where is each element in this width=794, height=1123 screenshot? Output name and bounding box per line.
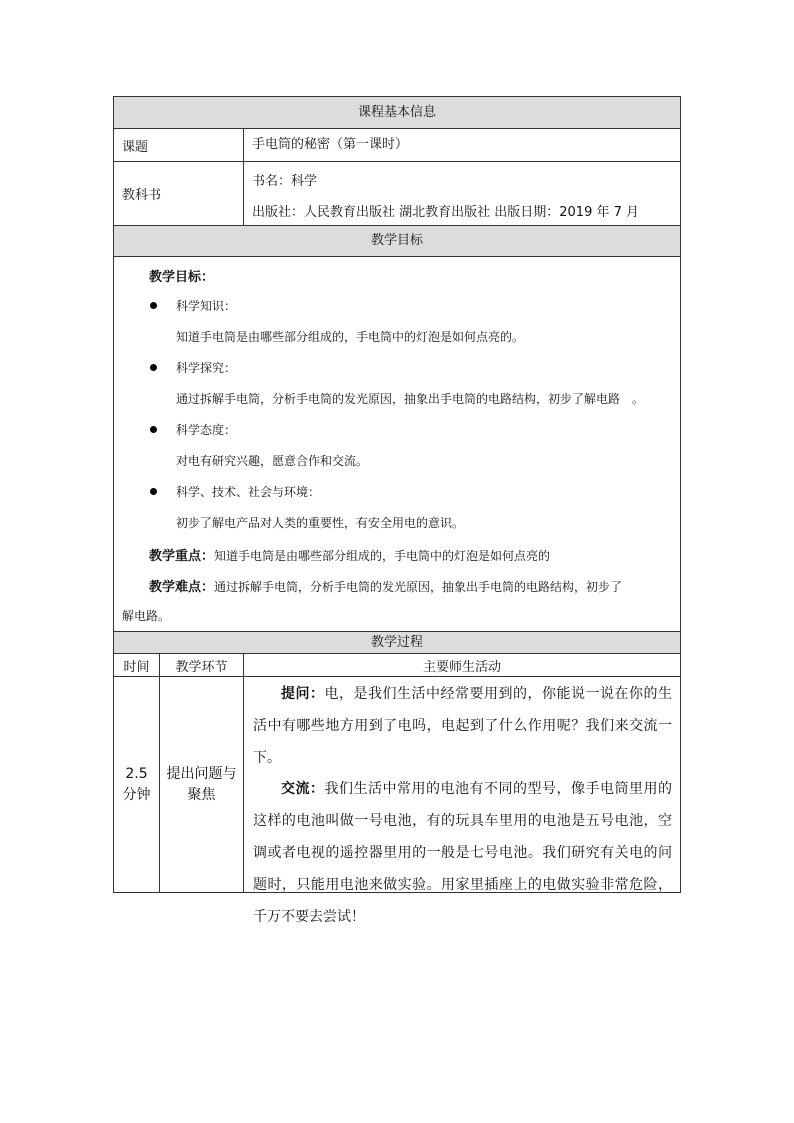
textbook-value xyxy=(244,162,680,225)
objective-heading: 科学、技术、社会与环境： xyxy=(176,485,321,499)
lesson-plan-table xyxy=(113,96,681,925)
difficult-point: 教学难点：通过拆解手电筒，分析手电筒的发光原因，抽象出手电筒的电路结构，初步了 xyxy=(149,580,623,595)
difficult-point-cont: 解电路。 xyxy=(122,609,171,623)
textbook-row xyxy=(113,162,681,226)
bullet-icon xyxy=(150,426,157,433)
objectives-title: 教学目标： xyxy=(149,270,215,285)
col-activity-header: 主要师生活动 xyxy=(422,659,501,675)
topic-label: 课题 xyxy=(114,129,244,161)
objective-text: 初步了解电产品对人类的重要性，有安全用电的意识。 xyxy=(176,516,465,530)
col-time-header: 时间 xyxy=(114,654,160,676)
objectives-header xyxy=(113,226,681,257)
step-cell: 提出问题与聚焦 xyxy=(160,677,244,892)
objective-heading: 科学态度： xyxy=(176,423,237,437)
objective-text: 知道手电筒是由哪些部分组成的，手电筒中的灯泡是如何点亮的。 xyxy=(176,330,525,344)
process-column-headers xyxy=(113,654,681,677)
table-row xyxy=(113,677,681,925)
time-cell: 2.5 分钟 xyxy=(114,677,160,892)
bullet-icon xyxy=(150,488,157,495)
objective-heading: 科学探究： xyxy=(176,361,237,375)
basic-info-header-text: 课程基本信息 xyxy=(357,105,436,120)
activity-cell xyxy=(244,677,680,925)
book-name: 书名：科学 xyxy=(252,174,318,189)
key-point: 教学重点：知道手电筒是由哪些部分组成的，手电筒中的灯泡是如何点亮的 xyxy=(149,549,551,564)
basic-info-header xyxy=(113,96,681,129)
activity-paragraph: 交流：我们生活中常用的电池有不同的型号，像手电筒里用的这样的电池叫做一号电池，有的玩具车里用的电池是五号电池，空调或者电视的遥控器里用的一般是七号电池。我们研究有关电的问题时，只能用电池来做实验。用家里插座上的电做实验非常危险，千万不要去尝试！ xyxy=(253,781,672,925)
objectives-header-text: 教学目标 xyxy=(370,233,423,248)
objectives-body xyxy=(113,257,681,632)
textbook-label: 教科书 xyxy=(114,162,244,225)
bullet-icon xyxy=(150,302,157,309)
bullet-icon xyxy=(150,364,157,371)
publisher-info: 出版社：人民教育出版社 湖北教育出版社 出版日期：2019 年 7 月 xyxy=(252,205,640,220)
objective-text: 对电有研究兴趣，愿意合作和交流。 xyxy=(176,454,369,468)
topic-value: 手电筒的秘密（第一课时） xyxy=(252,137,409,152)
process-header xyxy=(113,632,681,654)
process-header-text: 教学过程 xyxy=(370,635,423,650)
activity-paragraph: 提问：电，是我们生活中经常要用到的，你能说一说在你的生活中有哪些地方用到了电吗，电起到了什么作用呢？我们来交流一下。 xyxy=(253,686,672,766)
objective-text: 通过拆解手电筒，分析手电筒的发光原因，抽象出手电筒的电路结构，初步了解电路 。 xyxy=(176,392,645,406)
topic-row xyxy=(113,129,681,162)
objective-heading: 科学知识： xyxy=(176,299,237,313)
col-step-header: 教学环节 xyxy=(160,654,244,676)
